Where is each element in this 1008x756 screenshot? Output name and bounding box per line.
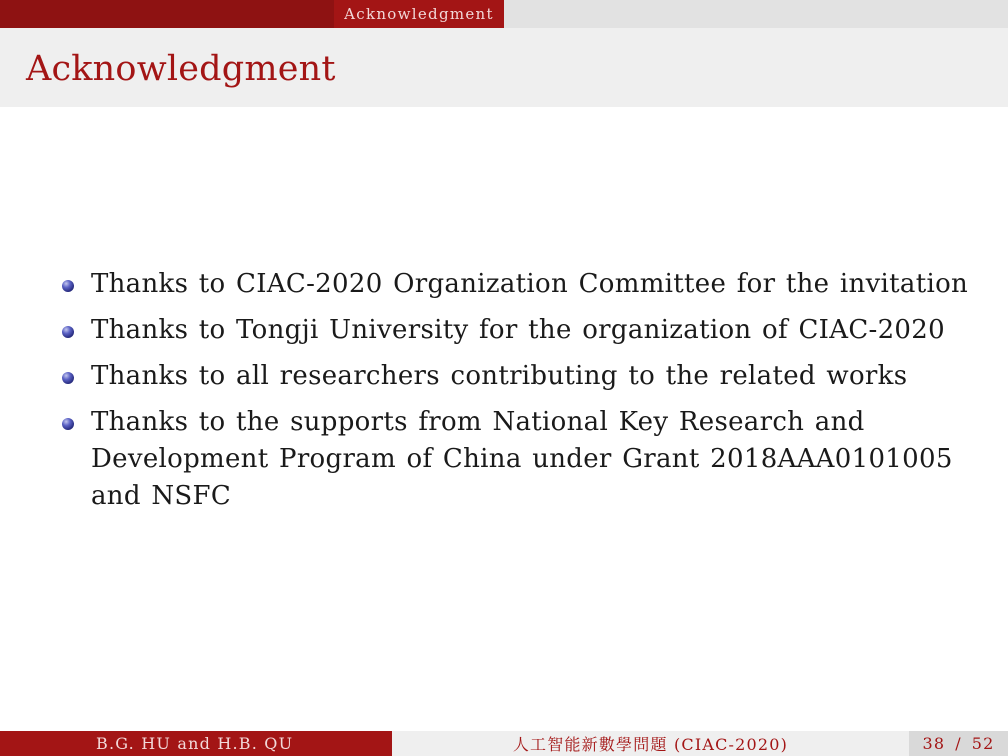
bullet-item — [62, 266, 982, 303]
bullet-ball-icon — [62, 418, 74, 430]
bullet-ball-icon — [62, 372, 74, 384]
page-current: 38 — [922, 734, 946, 753]
title-band — [0, 28, 1008, 107]
bullet-item — [62, 404, 982, 515]
footer-authors: B.G. HU and H.B. QU — [0, 731, 392, 756]
footer-bar — [0, 731, 1008, 756]
bullet-list — [62, 266, 982, 515]
bullet-text: Thanks to all researchers contributing to the related works — [91, 361, 908, 391]
bullet-item — [62, 312, 982, 349]
bullet-ball-icon — [62, 280, 74, 292]
nav-left-pad — [0, 0, 334, 28]
footer-page-number — [909, 731, 1008, 756]
bullet-ball-icon — [62, 326, 74, 338]
nav-right-pad — [504, 0, 1008, 28]
frame-title: Acknowledgment — [26, 49, 336, 89]
slide-content — [62, 266, 982, 524]
page-separator: / — [955, 734, 962, 753]
bullet-text: Thanks to Tongji University for the organization of CIAC-2020 — [91, 315, 945, 345]
top-navigation-bar — [0, 0, 1008, 28]
bullet-item — [62, 358, 982, 395]
nav-section-acknowledgment[interactable]: Acknowledgment — [334, 0, 504, 28]
bullet-text: Thanks to the supports from National Key Research and Development Program of China under Grant 2018AAA0101005 and NSFC — [91, 407, 953, 511]
bullet-text: Thanks to CIAC-2020 Organization Committee for the invitation — [91, 269, 969, 299]
footer-talk-title: 人工智能新數學問題 (CIAC-2020) — [392, 731, 909, 756]
page-total: 52 — [971, 734, 995, 753]
